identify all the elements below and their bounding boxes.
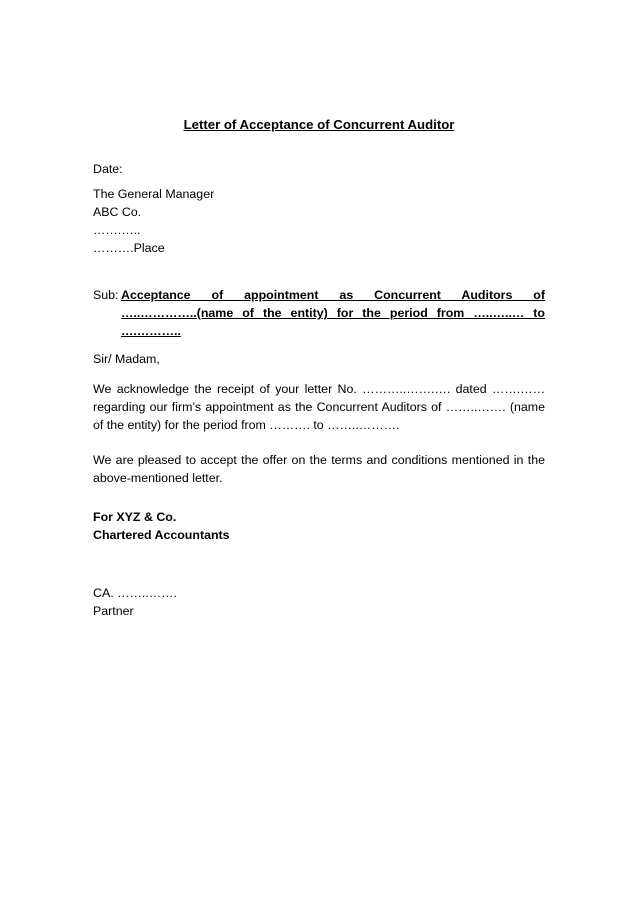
signatory-role: Partner xyxy=(93,604,134,618)
signatory-name: CA. ……..……. xyxy=(93,586,177,600)
subject-line-2: …..…………..(name of the entity) for the period from …..…..… to xyxy=(121,306,545,320)
paragraph2-line-1: We are pleased to accept the offer on the terms and conditions mentioned in the xyxy=(93,453,545,467)
date-label: Date: xyxy=(93,162,123,176)
paragraph1-line-2: regarding our firm’s appointment as the Concurrent Auditors of ……..……. (name xyxy=(93,400,545,414)
addressee-block xyxy=(93,185,545,257)
date-line xyxy=(93,160,545,178)
paragraph1-line-3: of the entity) for the period from ………. to ……..………. xyxy=(93,418,400,432)
addressee-line-1: The General Manager xyxy=(93,187,215,201)
addressee-line-3: …….….. xyxy=(93,223,141,237)
letter-title: Letter of Acceptance of Concurrent Auditor xyxy=(183,117,455,132)
salutation xyxy=(93,350,545,368)
signoff-firm: For XYZ & Co. xyxy=(93,510,177,524)
paragraph2-line-2: above-mentioned letter. xyxy=(93,471,223,485)
signoff-block xyxy=(93,508,545,544)
paragraph1-line-1: We acknowledge the receipt of your letter No. ………..…….…. dated …….…… xyxy=(93,382,545,396)
subject-line-3: ….……….. xyxy=(121,324,181,338)
signoff-designation: Chartered Accountants xyxy=(93,528,230,542)
subject-label: Sub: xyxy=(93,288,119,302)
subject-line-1: Acceptance of appointment as Concurrent Auditors of xyxy=(121,288,545,302)
paragraph-acceptance xyxy=(93,451,545,487)
addressee-line-4: ……….Place xyxy=(93,241,165,255)
addressee-line-2: ABC Co. xyxy=(93,205,142,219)
paragraph-acknowledgement xyxy=(93,380,545,434)
subject-text xyxy=(121,286,545,340)
salutation-text: Sir/ Madam, xyxy=(93,352,160,366)
signatory-block xyxy=(93,584,545,620)
